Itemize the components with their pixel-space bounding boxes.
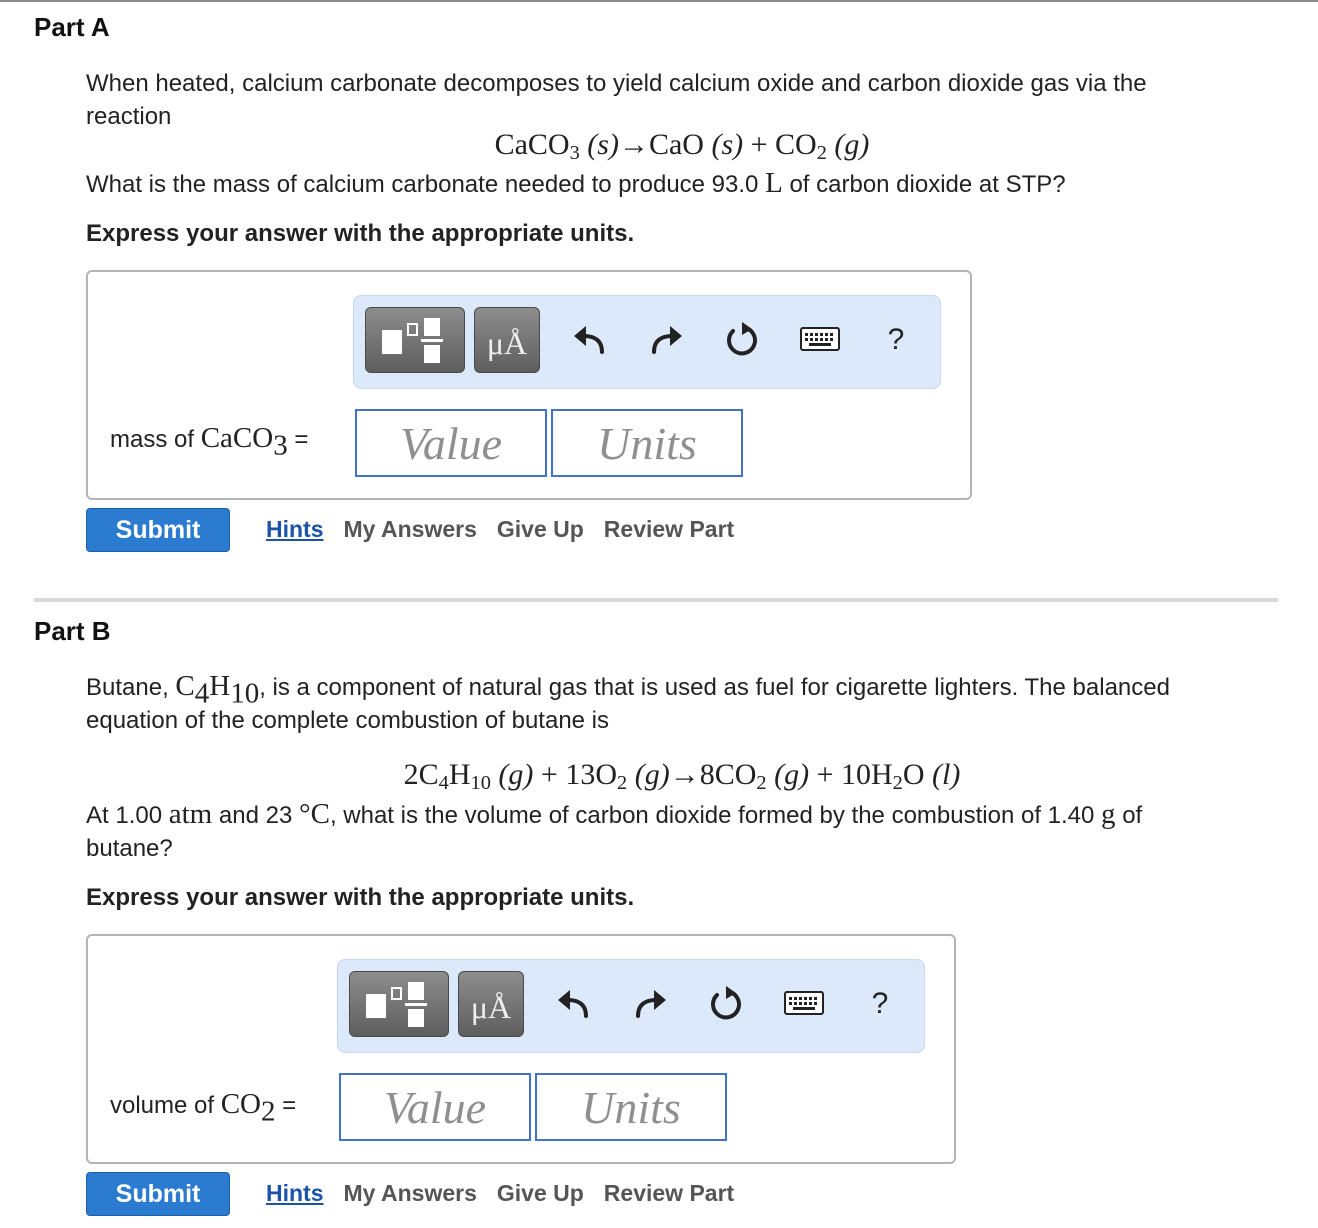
part-a-intro-line2: reaction bbox=[86, 103, 172, 130]
part-a-review-part-link[interactable]: Review Part bbox=[603, 516, 735, 542]
part-b-submit-button[interactable]: Submit bbox=[86, 1172, 230, 1216]
redo-button[interactable] bbox=[628, 982, 672, 1026]
part-b-question-line2: butane? bbox=[86, 835, 173, 862]
part-b-units-input[interactable]: Units bbox=[535, 1073, 727, 1141]
part-a-math-toolbar bbox=[353, 295, 941, 389]
part-b-equation: $2C_4H_{10}$ $(g) + 13O_2$ $(g)\to 8CO_2$ $(g) + 10H_2O$ (l) bbox=[403, 758, 961, 795]
keyboard-icon bbox=[784, 991, 824, 1017]
redo-icon bbox=[632, 988, 668, 1020]
part-a-units-input[interactable]: Units bbox=[551, 409, 743, 477]
part-a-value-input[interactable]: Value bbox=[355, 409, 547, 477]
templates-button[interactable] bbox=[365, 307, 465, 373]
help-icon: ? bbox=[871, 987, 889, 1020]
part-a-submit-button[interactable]: Submit bbox=[86, 508, 230, 552]
undo-button[interactable] bbox=[568, 318, 612, 362]
part-b-actions bbox=[266, 1180, 754, 1207]
part-b-instruction: Express your answer with the appropriate units. bbox=[86, 884, 635, 911]
part-b-question-line1: At 1.00 atm and 23 °C, what is the volume of carbon dioxide formed by the combustion of 1.40 g of bbox=[86, 798, 1143, 830]
part-a-give-up-link[interactable]: Give Up bbox=[496, 516, 584, 542]
part-b-math-toolbar bbox=[337, 959, 925, 1053]
keyboard-button[interactable] bbox=[782, 982, 826, 1026]
part-a-answer-box bbox=[86, 270, 972, 500]
part-a-question: What is the mass of calcium carbonate needed to produce 93.0 L of carbon dioxide at STP? bbox=[86, 167, 1066, 199]
part-a bbox=[0, 0, 1318, 600]
part-a-actions bbox=[266, 516, 754, 543]
undo-button[interactable] bbox=[552, 982, 596, 1026]
symbols-button[interactable]: μÅ bbox=[474, 307, 540, 373]
redo-icon bbox=[648, 324, 684, 356]
undo-icon bbox=[556, 988, 592, 1020]
part-b-my-answers-link[interactable]: My Answers bbox=[343, 1180, 477, 1206]
part-b-answer-label: volume of $CO_2$ = bbox=[110, 1088, 297, 1128]
undo-icon bbox=[572, 324, 608, 356]
part-b-intro bbox=[86, 670, 1266, 737]
part-a-equation: CaCO$_3$ (s)→CaO $(s) + CO_2$ (g) bbox=[494, 128, 870, 165]
part-a-instruction: Express your answer with the appropriate units. bbox=[86, 220, 635, 247]
part-b-value-input[interactable]: Value bbox=[339, 1073, 531, 1141]
symbols-button[interactable]: μÅ bbox=[458, 971, 524, 1037]
part-b-review-part-link[interactable]: Review Part bbox=[603, 1180, 735, 1206]
templates-button[interactable] bbox=[349, 971, 449, 1037]
part-b-intro-line1: Butane, $C_4H_{10}$, is a component of natural gas that is used as fuel for cigarette lighters. The balanced bbox=[86, 670, 1170, 710]
part-b bbox=[0, 600, 1318, 1228]
part-b-hints-link[interactable]: Hints bbox=[266, 1180, 324, 1206]
help-icon: ? bbox=[887, 323, 905, 356]
part-a-answer-label: mass of CaCO$_3$ = bbox=[110, 422, 309, 462]
part-b-answer-box bbox=[86, 934, 956, 1164]
part-b-question bbox=[86, 798, 1266, 865]
help-button[interactable] bbox=[860, 982, 900, 1026]
reset-icon bbox=[708, 986, 744, 1022]
part-a-my-answers-link[interactable]: My Answers bbox=[343, 516, 477, 542]
part-b-title: Part B bbox=[34, 616, 111, 646]
reset-button[interactable] bbox=[704, 982, 748, 1026]
keyboard-icon bbox=[800, 327, 840, 353]
reset-icon bbox=[724, 322, 760, 358]
part-b-intro-line2: equation of the complete combustion of butane is bbox=[86, 707, 610, 734]
keyboard-button[interactable] bbox=[798, 318, 842, 362]
redo-button[interactable] bbox=[644, 318, 688, 362]
part-a-hints-link[interactable]: Hints bbox=[266, 516, 324, 542]
reset-button[interactable] bbox=[720, 318, 764, 362]
templates-icon bbox=[366, 308, 464, 372]
part-a-title: Part A bbox=[34, 12, 110, 42]
templates-icon bbox=[350, 972, 448, 1036]
help-button[interactable] bbox=[876, 318, 916, 362]
part-a-intro bbox=[86, 67, 1266, 133]
part-b-give-up-link[interactable]: Give Up bbox=[496, 1180, 584, 1206]
part-a-intro-line1: When heated, calcium carbonate decomposes to yield calcium oxide and carbon dioxide gas via the bbox=[86, 70, 1147, 97]
